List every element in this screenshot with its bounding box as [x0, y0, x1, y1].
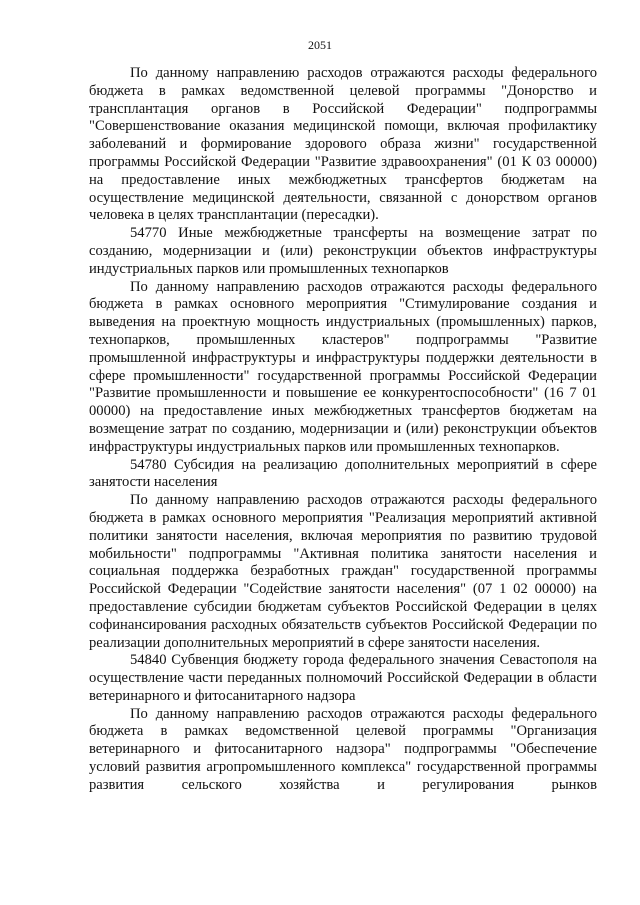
paragraph-expense-description-donation: По данному направлению расходов отражаются расходы федерального бюджета в рамках ведомственной целевой программы "Донорство и трансплантация органов в Российской Федерации" подпрограммы "Совершенствование оказания медицинской помощи, включая профилактику заболеваний и формирование здорового образа жизни" государственной программы Российской Федерации "Развитие здравоохранения" (01 К 03 00000) на предоставление иных межбюджетных трансфертов бюджетам на осуществление медицинской деятельности, связанной с донорством органов человека в целях трансплантации (пересадки). [89, 65, 597, 224]
paragraph-heading-54780: 54780 Субсидия на реализацию дополнительных мероприятий в сфере занятости населения [89, 456, 597, 491]
paragraph-expense-description-veterinary: По данному направлению расходов отражаются расходы федерального бюджета в рамках ведомственной целевой программы "Организация ветеринарного и фитосанитарного надзора" подпрограммы "Обеспечение условий развития агропромышленного комплекса" государственной программы развития сельского хозяйства и регулирования рынков [89, 705, 597, 793]
document-body [89, 65, 597, 795]
paragraph-heading-54770: 54770 Иные межбюджетные трансферты на возмещение затрат по созданию, модернизации и (или) реконструкции объектов инфраструктуры индустриальных парков или промышленных технопарков [89, 225, 597, 277]
page-number: 2051 [308, 38, 332, 52]
paragraph-expense-description-employment: По данному направлению расходов отражаются расходы федерального бюджета в рамках основного мероприятия "Реализация мероприятий активной политики занятости населения, включая мероприятия по развитию трудовой мобильности" подпрограммы "Активная политика занятости населения и социальная поддержка безработных граждан" государственной программы Российской Федерации "Содействие занятости населения" (07 1 02 00000) на предоставление субсидии бюджетам субъектов Российской Федерации в целях софинансирования расходных обязательств субъектов Российской Федерации по реализации дополнительных мероприятий в сфере занятости населения. [89, 492, 597, 651]
paragraph-expense-description-industrial-parks: По данному направлению расходов отражаются расходы федерального бюджета в рамках основного мероприятия "Стимулирование создания и выведения на проектную мощность индустриальных (промышленных) парков, технопарков, промышленных кластеров" подпрограммы "Развитие промышленной инфраструктуры и инфраструктуры поддержки деятельности в сфере промышленности" государственной программы Российской Федерации "Развитие промышленности и повышение ее конкурентоспособности" (16 7 01 00000) на предоставление иных межбюджетных трансфертов бюджетам на возмещение затрат по созданию, модернизации и (или) реконструкции объектов инфраструктуры индустриальных парков или промышленных технопарков. [89, 278, 597, 455]
paragraph-heading-54840: 54840 Субвенция бюджету города федерального значения Севастополя на осуществление части переданных полномочий Российской Федерации в области ветеринарного и фитосанитарного надзора [89, 652, 597, 704]
